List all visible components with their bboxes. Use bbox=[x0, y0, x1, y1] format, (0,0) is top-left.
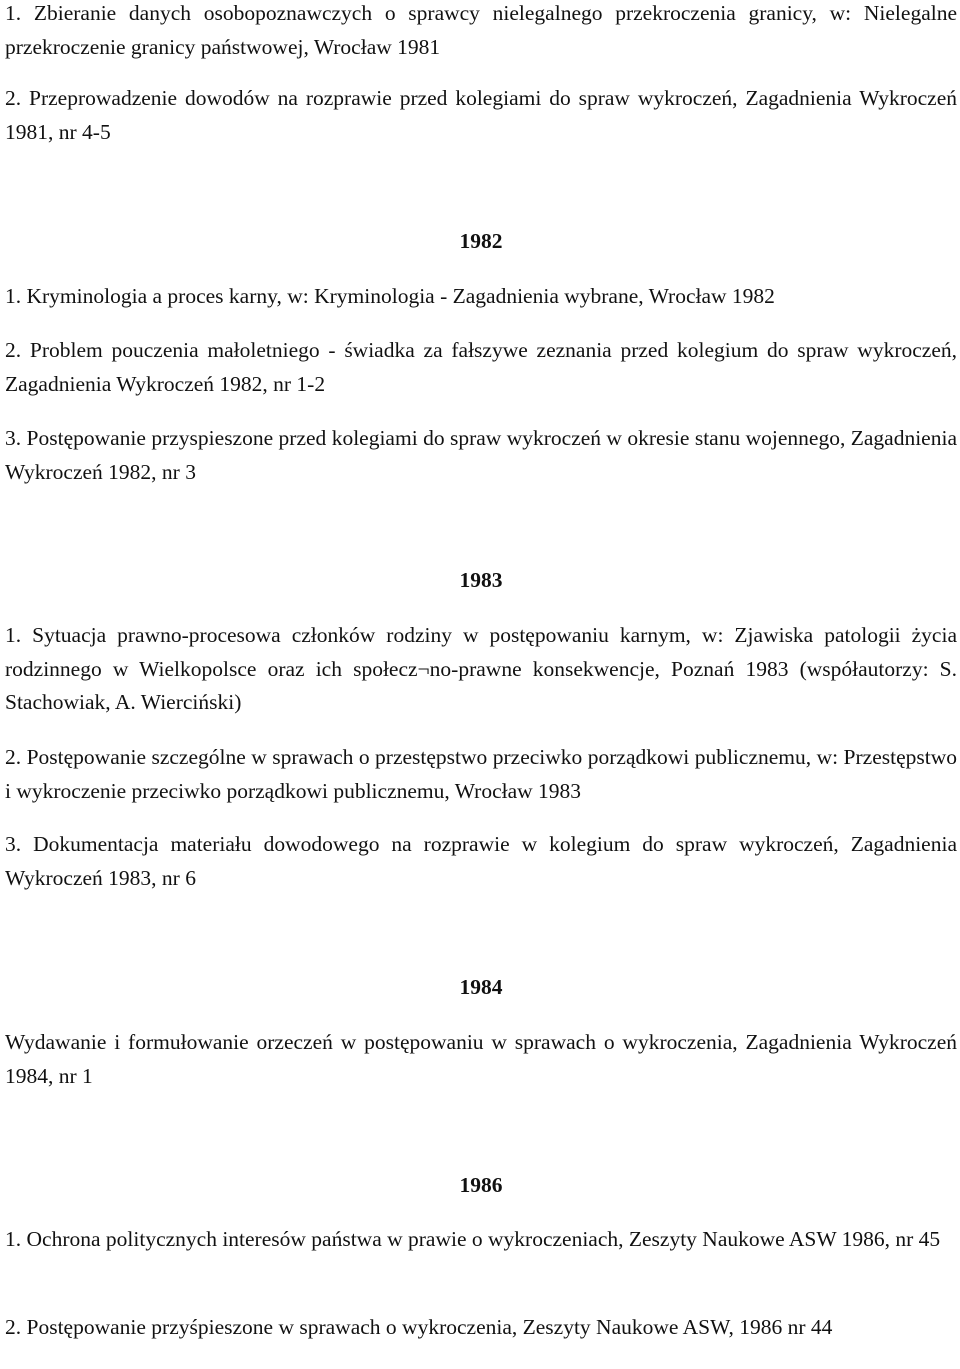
year-heading: 1983 bbox=[459, 568, 503, 592]
year-heading: 1984 bbox=[459, 975, 503, 999]
entry-1981-1: 1. Zbieranie danych osobopoznawczych o sprawcy nielegalnego przekroczenia granicy, w: Nielegalne przekroczenie granicy państwowej, Wrocław 1981 bbox=[5, 1, 957, 59]
entry-1982-1: 1. Kryminologia a proces karny, w: Kryminologia - Zagadnienia wybrane, Wrocław 1982 bbox=[5, 284, 775, 308]
entry-1983-1: 1. Sytuacja prawno-procesowa członków rodziny w postępowaniu karnym, w: Zjawiska patologii życia rodzinnego w Wielkopolsce oraz ich społecz¬no-prawne konsekwencje, Poznań 1983 (współautorzy: S. Stachowiak, A. Wierciński) bbox=[5, 623, 957, 714]
year-heading: 1982 bbox=[459, 229, 503, 253]
entry-1982-3: 3. Postępowanie przyspieszone przed kolegiami do spraw wykroczeń w okresie stanu wojennego, Zagadnienia Wykroczeń 1982, nr 3 bbox=[5, 426, 957, 484]
entry-1986-2: 2. Postępowanie przyśpieszone w sprawach o wykroczenia, Zeszyty Naukowe ASW, 1986 nr 44 bbox=[5, 1315, 833, 1339]
entry-1983-2: 2. Postępowanie szczególne w sprawach o przestępstwo przeciwko porządkowi publicznemu, w: Przestępstwo i wykroczenie przeciwko porządkowi publicznemu, Wrocław 1983 bbox=[5, 745, 957, 803]
entry-1984-1: Wydawanie i formułowanie orzeczeń w postępowaniu w sprawach o wykroczenia, Zagadnienia Wykroczeń 1984, nr 1 bbox=[5, 1030, 957, 1088]
entry-1981-2: 2. Przeprowadzenie dowodów na rozprawie przed kolegiami do spraw wykroczeń, Zagadnienia Wykroczeń 1981, nr 4-5 bbox=[5, 86, 957, 144]
entry-1982-2: 2. Problem pouczenia małoletniego - świadka za fałszywe zeznania przed kolegium do spraw wykroczeń, Zagadnienia Wykroczeń 1982, nr 1-2 bbox=[5, 338, 957, 396]
year-heading: 1986 bbox=[459, 1173, 503, 1197]
entry-1983-3: 3. Dokumentacja materiału dowodowego na rozprawie w kolegium do spraw wykroczeń, Zagadnienia Wykroczeń 1983, nr 6 bbox=[5, 832, 957, 890]
entry-1986-1: 1. Ochrona politycznych interesów państwa w prawie o wykroczeniach, Zeszyty Naukowe ASW 1986, nr 45 bbox=[5, 1227, 941, 1251]
